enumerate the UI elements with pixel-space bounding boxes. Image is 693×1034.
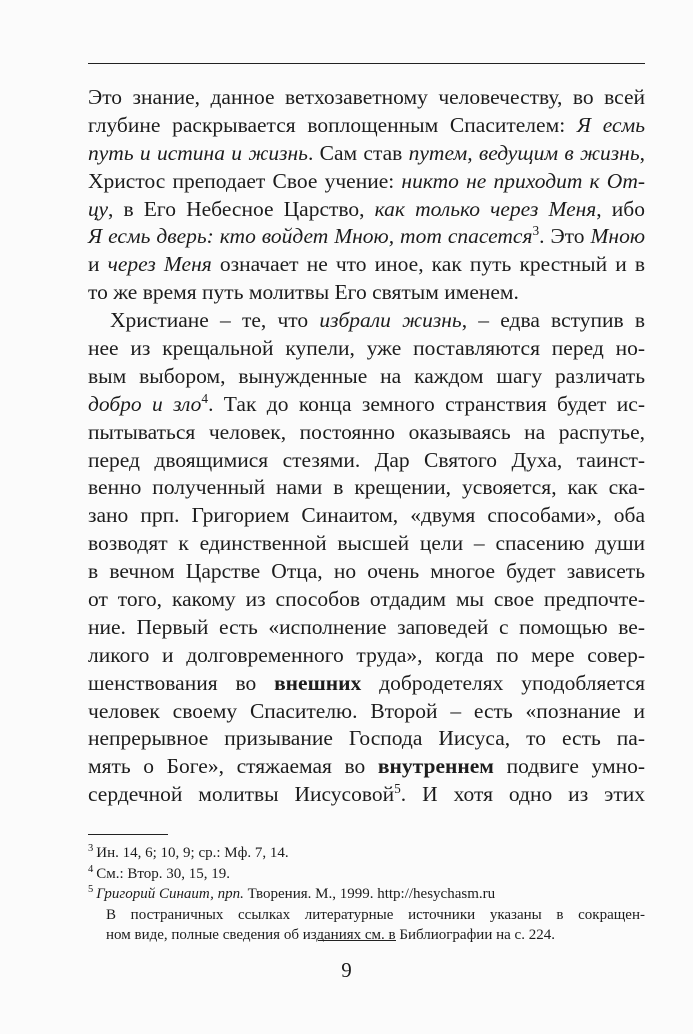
text-line [88, 391, 645, 419]
text-run: , [639, 140, 645, 165]
footnote-separator [88, 834, 168, 835]
text-run: ликого и долговременного труда», когда по мере совер- [88, 642, 645, 667]
text-line [88, 474, 645, 502]
text-run: вым выбором, вынужденные на каждом шагу различать [88, 363, 645, 388]
text-line [88, 530, 645, 558]
italic-phrase: путем, ведущим в жизнь [408, 140, 640, 165]
text-run: , в Его Небесное Царство, [108, 196, 375, 221]
text-line [88, 642, 645, 670]
text-run: возводят к единственной высшей цели – спасению души [88, 531, 645, 556]
text-run: означает не что иное, как путь крестный и в [211, 252, 645, 277]
text-run: Христиане – те, что [110, 308, 320, 333]
italic-phrase: путь и истина и жизнь [88, 140, 308, 165]
text-run: . Сам став [307, 140, 409, 165]
text-line [88, 140, 645, 168]
text-line [88, 112, 645, 140]
text-line [88, 753, 645, 781]
text-run: . Это [539, 224, 591, 249]
footnote-number: 3 [88, 843, 94, 854]
text-run: , – едва вступив в [461, 308, 646, 333]
text-line [88, 168, 645, 196]
text-line [88, 363, 645, 391]
footnote-number: 4 [88, 863, 94, 875]
footnote-item [88, 864, 645, 885]
footnote-note-line: В постраничных ссылках литературные источники указаны в сокращен- [106, 906, 645, 923]
text-run: мять о Боге», стяжаемая во [88, 754, 378, 779]
footnote-text: Григорий Синаит, прп. [96, 886, 244, 902]
text-line [88, 307, 645, 335]
italic-phrase: избрали жизнь [319, 308, 462, 333]
text-line [88, 335, 645, 363]
main-text [88, 84, 645, 809]
text-run: человек своему Спасителю. Второй – есть «познание и [88, 698, 645, 723]
text-line [88, 698, 645, 726]
text-run: пытываться человек, постоянно оказываясь на распутье, [88, 419, 645, 444]
header-rule [88, 63, 645, 64]
bold-phrase: внешних [274, 670, 362, 695]
footnote-text: См.: Втор. 30, 15, 19. [96, 865, 231, 882]
footnote-marker[interactable]: 4 [201, 390, 209, 406]
text-run: . Так до конца земного странствия будет ис- [208, 391, 645, 416]
footnote-note-line: ном виде, полные сведения об изданиях см. в Библиографии на с. 224. [106, 927, 555, 943]
text-run: Христос преподает Свое учение: [88, 168, 402, 193]
footnote-item [88, 884, 645, 905]
text-run: нее из крещальной купели, уже поставляются перед но- [88, 336, 645, 361]
footnote-marker[interactable]: 5 [394, 781, 401, 797]
footnote-marker[interactable]: 3 [532, 223, 540, 239]
text-run: непрерывное призывание Господа Иисуса, то есть па- [88, 726, 645, 751]
footnote-text: Ин. 14, 6; 10, 9; ср.: Мф. 7, 14. [96, 845, 289, 861]
text-run: глубине раскрывается воплощенным Спасителем: [88, 112, 577, 137]
text-line [88, 196, 645, 224]
text-run: подвиге умно- [493, 754, 645, 779]
text-run: шенствования во [88, 670, 275, 695]
text-line [88, 223, 645, 251]
italic-phrase: цу [88, 196, 109, 221]
text-line [88, 419, 645, 447]
italic-phrase: Я есмь [576, 112, 646, 137]
text-run: перед двоящимися стезями. Дар Святого Духа, таинст- [88, 447, 645, 472]
footnote-number: 5 [88, 884, 94, 895]
text-run: и [88, 252, 108, 277]
text-line [88, 586, 645, 614]
text-line [88, 279, 645, 307]
text-run: то же время путь молитвы Его святым именем. [88, 280, 519, 305]
footnote-item [88, 843, 645, 864]
text-line [88, 725, 645, 753]
text-run: ние. Первый есть «исполнение заповедей с помощью ве- [88, 614, 645, 639]
page-number-rule [318, 940, 396, 941]
footnote-text: Творения. М., 1999. http://hesychasm.ru [243, 886, 496, 902]
text-run: , ибо [596, 196, 645, 221]
text-run: в вечном Царстве Отца, но очень многое будет зависеть [88, 559, 645, 584]
text-run: . И хотя одно из этих [400, 782, 645, 807]
italic-phrase: как только через Меня [374, 196, 597, 221]
footnotes [88, 843, 645, 946]
text-line [88, 670, 645, 698]
text-run: от того, какому из способов отдадим мы свое предпочте- [88, 587, 645, 612]
italic-phrase: через Меня [107, 252, 212, 277]
italic-phrase: добро и зло [88, 391, 202, 416]
page-number: 9 [341, 958, 352, 982]
text-run: венно полученный нами в крещении, усвояется, как ска- [88, 475, 645, 500]
italic-phrase: никто не приходит к От- [401, 168, 646, 193]
italic-phrase: Мною [590, 224, 645, 249]
text-run: зано прп. Григорием Синаитом, «двумя способами», оба [88, 503, 645, 528]
text-line [88, 614, 645, 642]
text-line [88, 447, 645, 475]
text-line [88, 558, 645, 586]
italic-phrase: Я есмь дверь: кто войдет Мною, тот спасется [88, 224, 533, 249]
text-line [88, 502, 645, 530]
text-run: Это знание, данное ветхозаветному человечеству, во всей [88, 85, 645, 109]
text-line [88, 781, 645, 809]
bold-phrase: внутреннем [377, 754, 494, 779]
text-line [88, 84, 645, 112]
text-line [88, 251, 645, 279]
text-run: добродетелях уподобляется [361, 670, 645, 695]
text-run: сердечной молитвы Иисусовой [88, 782, 395, 807]
